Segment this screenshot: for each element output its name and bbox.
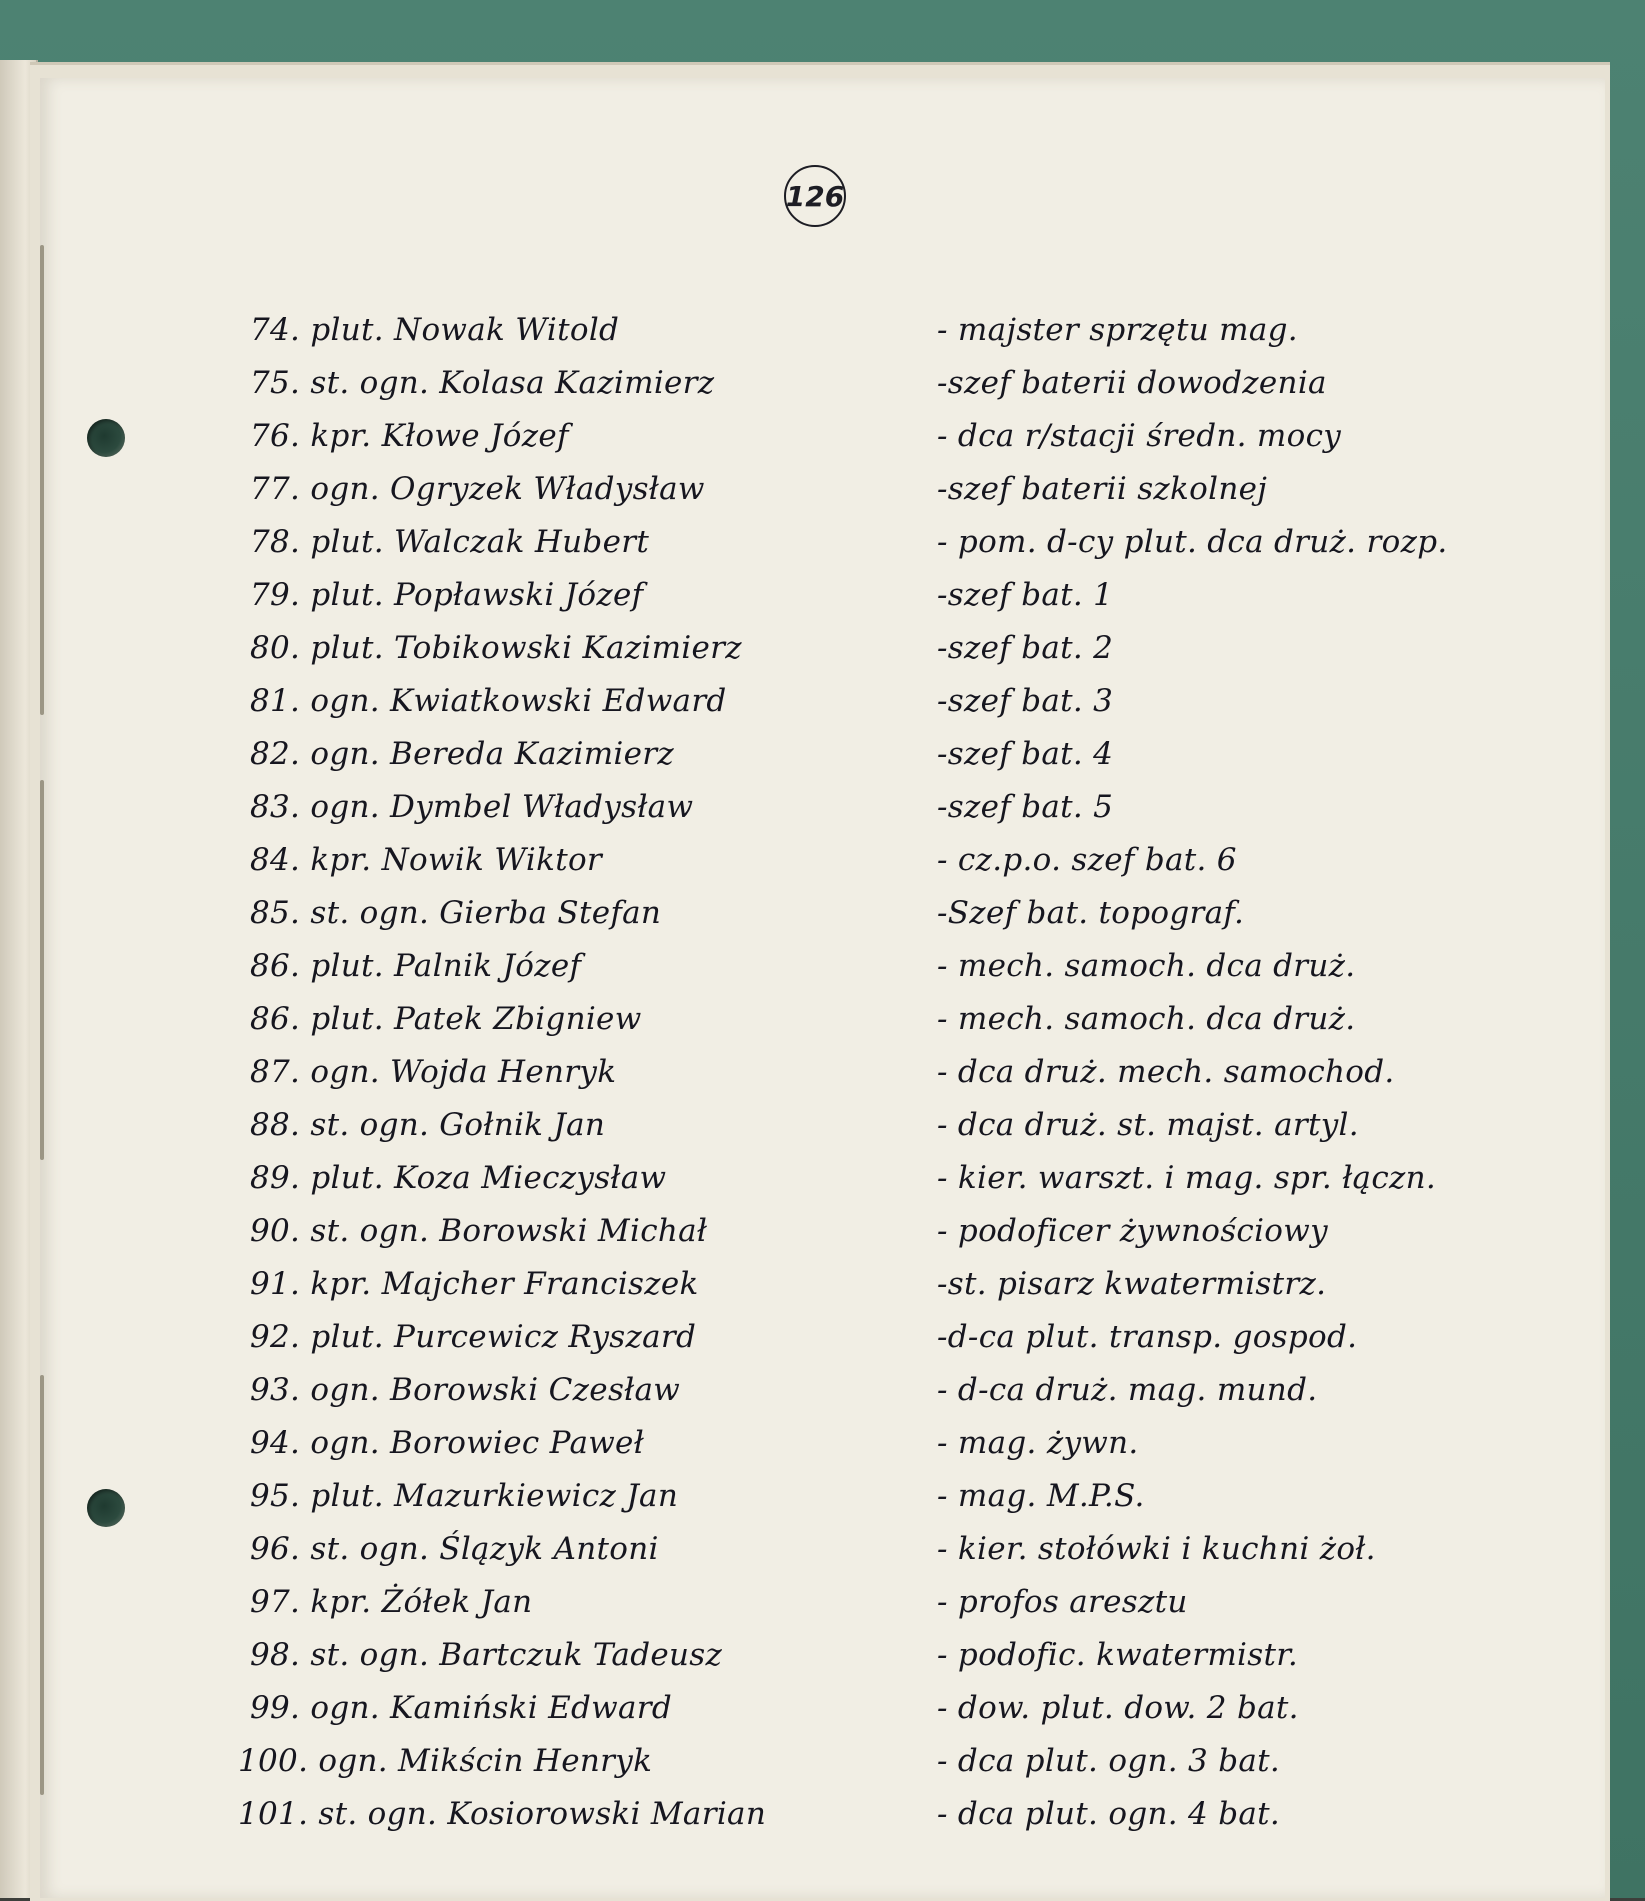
page-number: 126 (784, 165, 846, 227)
list-item (0, 418, 1645, 464)
list-item (0, 1690, 1645, 1736)
entry-role: - d-ca druż. mag. mund. (937, 1372, 1318, 1408)
entry-name: 98. st. ogn. Bartczuk Tadeusz (250, 1637, 723, 1673)
entry-role: - pom. d-cy plut. dca druż. rozp. (937, 524, 1448, 560)
entry-role: - dca druż. mech. samochod. (937, 1054, 1395, 1090)
entry-role: -szef bat. 4 (937, 736, 1114, 772)
entry-name: 92. plut. Purcewicz Ryszard (250, 1319, 697, 1355)
list-item (0, 577, 1645, 623)
entry-role: -d-ca plut. transp. gospod. (937, 1319, 1358, 1355)
entry-name: 101. st. ogn. Kosiorowski Marian (238, 1796, 767, 1832)
list-item (0, 471, 1645, 517)
entry-name: 74. plut. Nowak Witold (250, 312, 620, 348)
entry-role: - dca plut. ogn. 3 bat. (937, 1743, 1281, 1779)
entry-name: 100. ogn. Mikścin Henryk (238, 1743, 653, 1779)
entry-role: - podofic. kwatermistr. (937, 1637, 1299, 1673)
entry-name: 99. ogn. Kamiński Edward (250, 1690, 673, 1726)
entry-name: 77. ogn. Ogryzek Władysław (250, 471, 705, 507)
entry-name: 81. ogn. Kwiatkowski Edward (250, 683, 727, 719)
entry-role: - mech. samoch. dca druż. (937, 1001, 1356, 1037)
entry-name: 86. plut. Palnik Józef (250, 948, 582, 984)
list-item (0, 1107, 1645, 1153)
entry-name: 90. st. ogn. Borowski Michał (250, 1213, 708, 1249)
entry-role: -szef bat. 2 (937, 630, 1114, 666)
list-item (0, 1266, 1645, 1312)
entry-name: 89. plut. Koza Mieczysław (250, 1160, 667, 1196)
list-item (0, 736, 1645, 782)
entry-role: - kier. stołówki i kuchni żoł. (937, 1531, 1376, 1567)
entry-name: 82. ogn. Bereda Kazimierz (250, 736, 675, 772)
list-item (0, 1425, 1645, 1471)
entry-name: 85. st. ogn. Gierba Stefan (250, 895, 662, 931)
list-item (0, 948, 1645, 994)
list-item (0, 1796, 1645, 1842)
entry-name: 93. ogn. Borowski Czesław (250, 1372, 681, 1408)
list-item (0, 1637, 1645, 1683)
list-item (0, 1478, 1645, 1524)
entry-role: - dow. plut. dow. 2 bat. (937, 1690, 1299, 1726)
list-item (0, 895, 1645, 941)
entry-role: - dca druż. st. majst. artyl. (937, 1107, 1359, 1143)
entry-role: -st. pisarz kwatermistrz. (937, 1266, 1327, 1302)
list-item (0, 1319, 1645, 1365)
list-item (0, 683, 1645, 729)
list-item (0, 312, 1645, 358)
list-item (0, 1531, 1645, 1577)
entry-role: - profos aresztu (937, 1584, 1188, 1620)
list-item (0, 842, 1645, 888)
list-item (0, 1054, 1645, 1100)
list-item (0, 1372, 1645, 1418)
entry-name: 79. plut. Popławski Józef (250, 577, 644, 613)
entry-role: - mech. samoch. dca druż. (937, 948, 1356, 984)
entry-role: -Szef bat. topograf. (937, 895, 1245, 931)
entry-name: 91. kpr. Majcher Franciszek (250, 1266, 699, 1302)
list-item (0, 1743, 1645, 1789)
list-item (0, 789, 1645, 835)
list-item (0, 1213, 1645, 1259)
entry-role: - mag. M.P.S. (937, 1478, 1145, 1514)
entry-name: 84. kpr. Nowik Wiktor (250, 842, 603, 878)
entry-name: 96. st. ogn. Ślązyk Antoni (250, 1531, 659, 1567)
list-item (0, 1160, 1645, 1206)
list-item (0, 365, 1645, 411)
entry-role: - mag. żywn. (937, 1425, 1139, 1461)
list-item (0, 630, 1645, 676)
list-item (0, 1001, 1645, 1047)
entry-role: - majster sprzętu mag. (937, 312, 1298, 348)
entry-name: 95. plut. Mazurkiewicz Jan (250, 1478, 679, 1514)
entry-name: 76. kpr. Kłowe Józef (250, 418, 569, 454)
entry-role: - dca r/stacji średn. mocy (937, 418, 1342, 454)
entry-role: -szef bat. 5 (937, 789, 1114, 825)
entry-role: - cz.p.o. szef bat. 6 (937, 842, 1237, 878)
entry-role: -szef baterii szkolnej (937, 471, 1268, 507)
entry-name: 88. st. ogn. Gołnik Jan (250, 1107, 606, 1143)
list-item (0, 524, 1645, 570)
entry-name: 80. plut. Tobikowski Kazimierz (250, 630, 742, 666)
entry-role: - dca plut. ogn. 4 bat. (937, 1796, 1281, 1832)
entry-role: - kier. warszt. i mag. spr. łączn. (937, 1160, 1437, 1196)
entry-role: -szef bat. 3 (937, 683, 1114, 719)
entry-name: 86. plut. Patek Zbigniew (250, 1001, 642, 1037)
entry-name: 83. ogn. Dymbel Władysław (250, 789, 694, 825)
entry-role: -szef baterii dowodzenia (937, 365, 1327, 401)
list-item (0, 1584, 1645, 1630)
entry-role: - podoficer żywnościowy (937, 1213, 1328, 1249)
entry-name: 97. kpr. Żółek Jan (250, 1584, 533, 1620)
entry-name: 94. ogn. Borowiec Paweł (250, 1425, 645, 1461)
entry-name: 75. st. ogn. Kolasa Kazimierz (250, 365, 715, 401)
entry-role: -szef bat. 1 (937, 577, 1114, 613)
entry-name: 78. plut. Walczak Hubert (250, 524, 650, 560)
entry-name: 87. ogn. Wojda Henryk (250, 1054, 617, 1090)
